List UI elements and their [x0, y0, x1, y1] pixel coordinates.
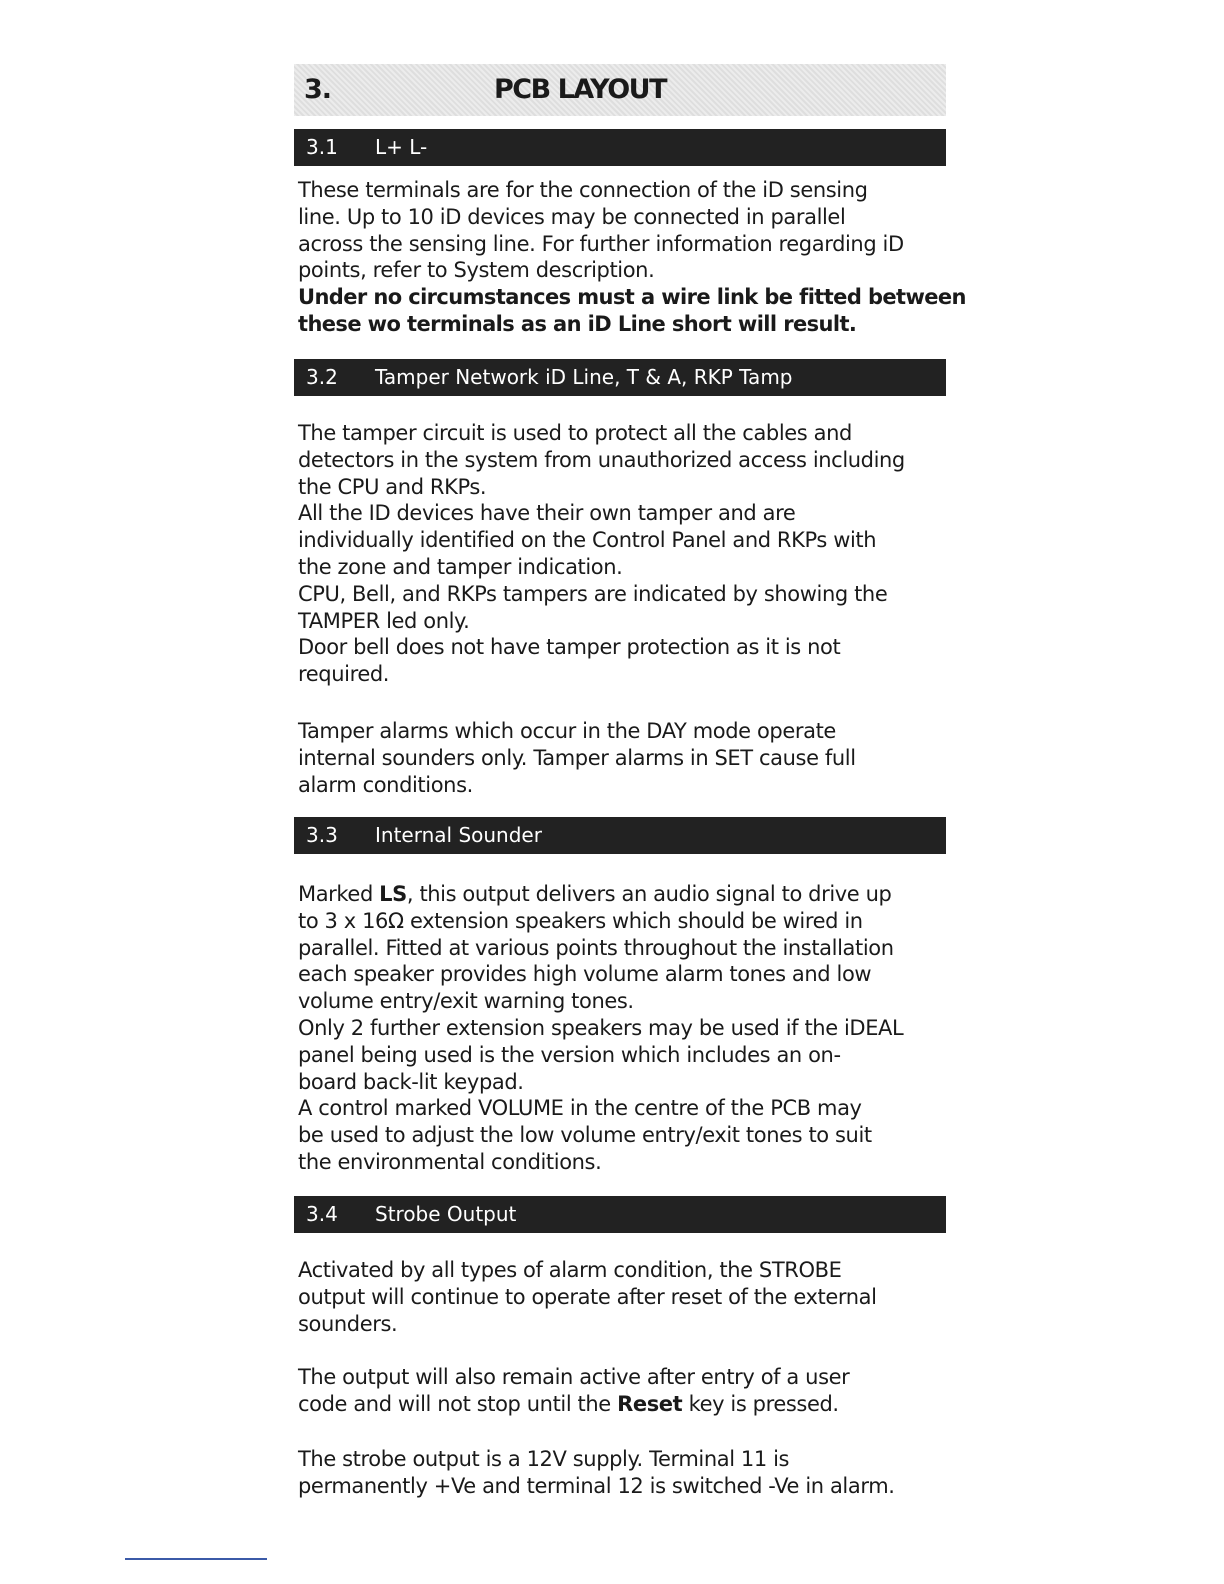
section-3-2-body	[298, 420, 905, 688]
text-line: CPU, Bell, and RKPs tampers are indicated by showing the	[298, 581, 888, 606]
section-header-3-1	[294, 129, 946, 166]
text-line: The output will also remain active after entry of a user	[298, 1365, 850, 1389]
text-line: line. Up to 10 iD devices may be connected in parallel	[298, 204, 846, 229]
section-3-1-body	[298, 177, 966, 338]
section-title: Internal Sounder	[375, 823, 542, 847]
text-line: Only 2 further extension speakers may be used if the iDEAL	[298, 1015, 904, 1040]
section-3-4-body	[298, 1257, 877, 1337]
section-title: L+ L-	[375, 135, 428, 159]
chapter-number: 3.	[304, 74, 332, 105]
text-line: board back-lit keypad.	[298, 1069, 524, 1094]
text-line: output will continue to operate after reset of the external	[298, 1284, 877, 1309]
text-line: The strobe output is a 12V supply. Terminal 11 is	[298, 1447, 790, 1471]
text-line: the environmental conditions.	[298, 1149, 602, 1174]
text-line: internal sounders only. Tamper alarms in SET cause full	[298, 745, 856, 770]
section-number: 3.1	[306, 135, 338, 159]
chapter-heading	[294, 64, 946, 116]
text-line	[298, 881, 903, 908]
footer-rule	[125, 1558, 267, 1560]
text-line: Door bell does not have tamper protection as it is not	[298, 635, 841, 660]
text-line: Tamper alarms which occur in the DAY mode operate	[298, 719, 836, 743]
text-line: TAMPER led only.	[298, 608, 470, 633]
text-line: sounders.	[298, 1311, 398, 1336]
reset-key-term: Reset	[617, 1391, 683, 1416]
text-line: permanently +Ve and terminal 12 is switched -Ve in alarm.	[298, 1473, 895, 1498]
section-3-3-body	[298, 881, 903, 1176]
section-3-4-body-3	[298, 1446, 895, 1500]
section-number: 3.4	[306, 1202, 338, 1226]
section-header-3-2	[294, 359, 946, 396]
text-line: across the sensing line. For further information regarding iD	[298, 231, 904, 256]
text-line: The tamper circuit is used to protect all the cables and	[298, 421, 852, 445]
text-line: points, refer to System description.	[298, 258, 655, 283]
section-number: 3.3	[306, 823, 338, 847]
text-line: be used to adjust the low volume entry/exit tones to suit	[298, 1123, 872, 1148]
text-span: Marked	[298, 882, 380, 906]
warning-line: Under no circumstances must a wire link be fitted between	[298, 285, 966, 310]
text-line: to 3 x 16Ω extension speakers which should be wired in	[298, 908, 863, 933]
text-span: key is pressed.	[682, 1391, 839, 1416]
section-title: Strobe Output	[375, 1202, 517, 1226]
text-line: required.	[298, 662, 390, 687]
text-line: All the ID devices have their own tamper and are	[298, 501, 796, 526]
section-number: 3.2	[306, 365, 338, 389]
text-line: individually identified on the Control Panel and RKPs with	[298, 528, 877, 553]
chapter-title: PCB LAYOUT	[494, 74, 666, 105]
text-span: code and will not stop until the	[298, 1391, 618, 1416]
text-line: panel being used is the version which includes an on-	[298, 1042, 841, 1067]
section-3-2-body-2	[298, 718, 856, 798]
section-title: Tamper Network iD Line, T & A, RKP Tamp	[375, 365, 793, 389]
text-line: each speaker provides high volume alarm tones and low	[298, 962, 872, 987]
warning-line: these wo terminals as an iD Line short will result.	[298, 311, 857, 336]
text-line: These terminals are for the connection of the iD sensing	[298, 178, 868, 202]
text-line: parallel. Fitted at various points throughout the installation	[298, 935, 894, 960]
ls-term: LS	[379, 882, 407, 906]
text-line: the zone and tamper indication.	[298, 554, 623, 579]
text-line: detectors in the system from unauthorized access including	[298, 447, 905, 472]
text-line	[298, 1391, 849, 1418]
section-header-3-3	[294, 817, 946, 854]
text-line: volume entry/exit warning tones.	[298, 989, 634, 1014]
text-span: , this output delivers an audio signal to drive up	[406, 882, 892, 906]
text-line: A control marked VOLUME in the centre of the PCB may	[298, 1096, 862, 1121]
section-3-4-body-2	[298, 1364, 849, 1418]
text-line: the CPU and RKPs.	[298, 474, 487, 499]
text-line: Activated by all types of alarm condition, the STROBE	[298, 1258, 842, 1282]
section-header-3-4	[294, 1196, 946, 1233]
text-line: alarm conditions.	[298, 772, 473, 797]
